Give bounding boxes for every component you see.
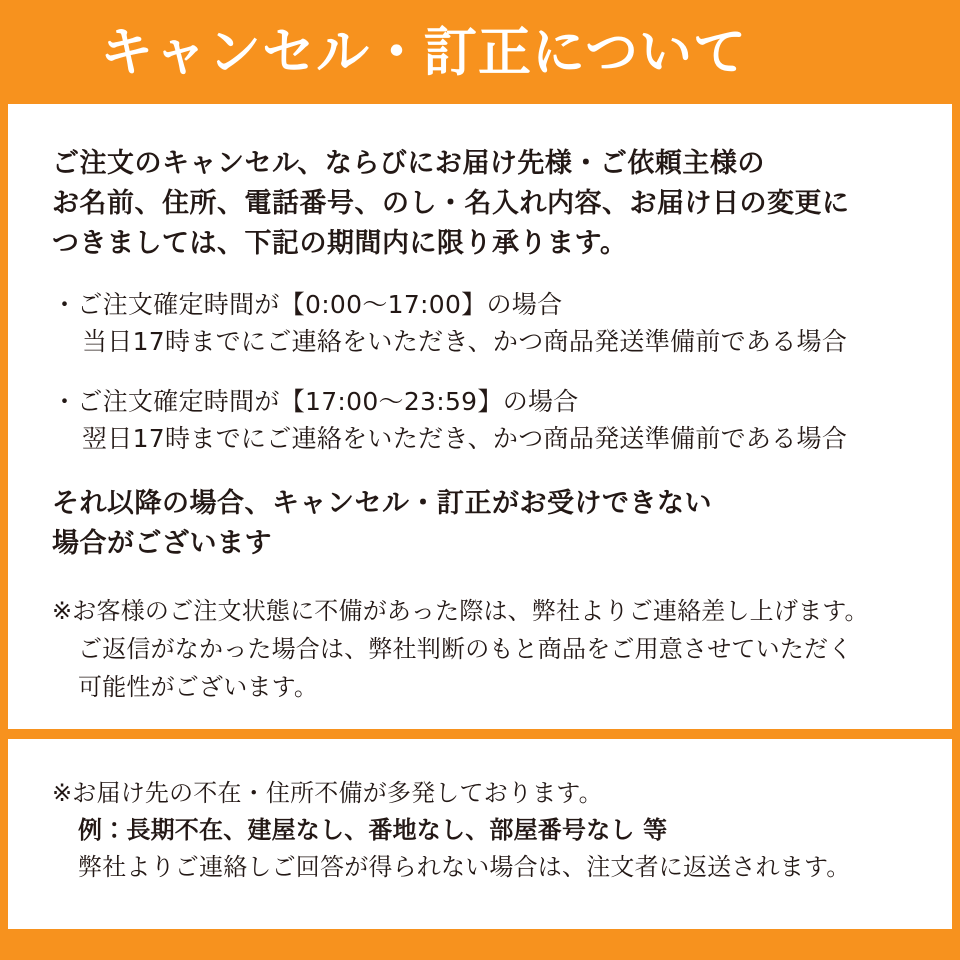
- lead-paragraph: [52, 144, 908, 264]
- condition-title-1: ・ご注文確定時間が【0:00〜17:00】の場合: [52, 289, 563, 319]
- note-line-2: ご返信がなかった場合は、弊社判断のもと商品をご用意させていただく: [78, 634, 853, 663]
- sub-line-1: ※お届け先の不在・住所不備が多発しております。: [52, 779, 603, 807]
- emphasis-line-2: 場合がございます: [52, 528, 272, 560]
- condition-spacer: [52, 361, 908, 383]
- condition-detail-1: 当日17時までにご連絡をいただき、かつ商品発送準備前である場合: [82, 327, 848, 357]
- condition-item-2: [52, 383, 908, 458]
- condition-list: [52, 286, 908, 458]
- page-header: [0, 0, 960, 104]
- lead-line-2: お名前、住所、電話番号、のし・名入れ内容、お届け日の変更に: [52, 187, 850, 219]
- main-panel: [8, 104, 952, 729]
- note-line-1: ※お客様のご注文状態に不備があった際は、弊社よりご連絡差し上げます。: [52, 596, 869, 625]
- lead-line-1: ご注文のキャンセル、ならびにお届け先様・ご依頼主様の: [52, 148, 765, 179]
- condition-detail-2: 翌日17時までにご連絡をいただき、かつ商品発送準備前である場合: [82, 424, 848, 454]
- condition-item-1: [52, 286, 908, 361]
- note-line-3: 可能性がございます。: [78, 672, 319, 701]
- emphasis-text: [52, 484, 908, 565]
- sub-panel: [8, 739, 952, 929]
- sub-line-2: 例：長期不在、建屋なし、番地なし、部屋番号なし 等: [78, 816, 668, 845]
- sub-line-3: 弊社よりご連絡しご回答が得られない場合は、注文者に返送されます。: [78, 853, 851, 882]
- page-title: キャンセル・訂正について: [100, 21, 747, 83]
- note-text: [52, 593, 908, 707]
- emphasis-line-1: それ以降の場合、キャンセル・訂正がお受けできない: [52, 487, 712, 519]
- condition-title-2: ・ご注文確定時間が【17:00〜23:59】の場合: [52, 386, 579, 416]
- lead-line-3: つきましては、下記の期間内に限り承ります。: [52, 227, 628, 259]
